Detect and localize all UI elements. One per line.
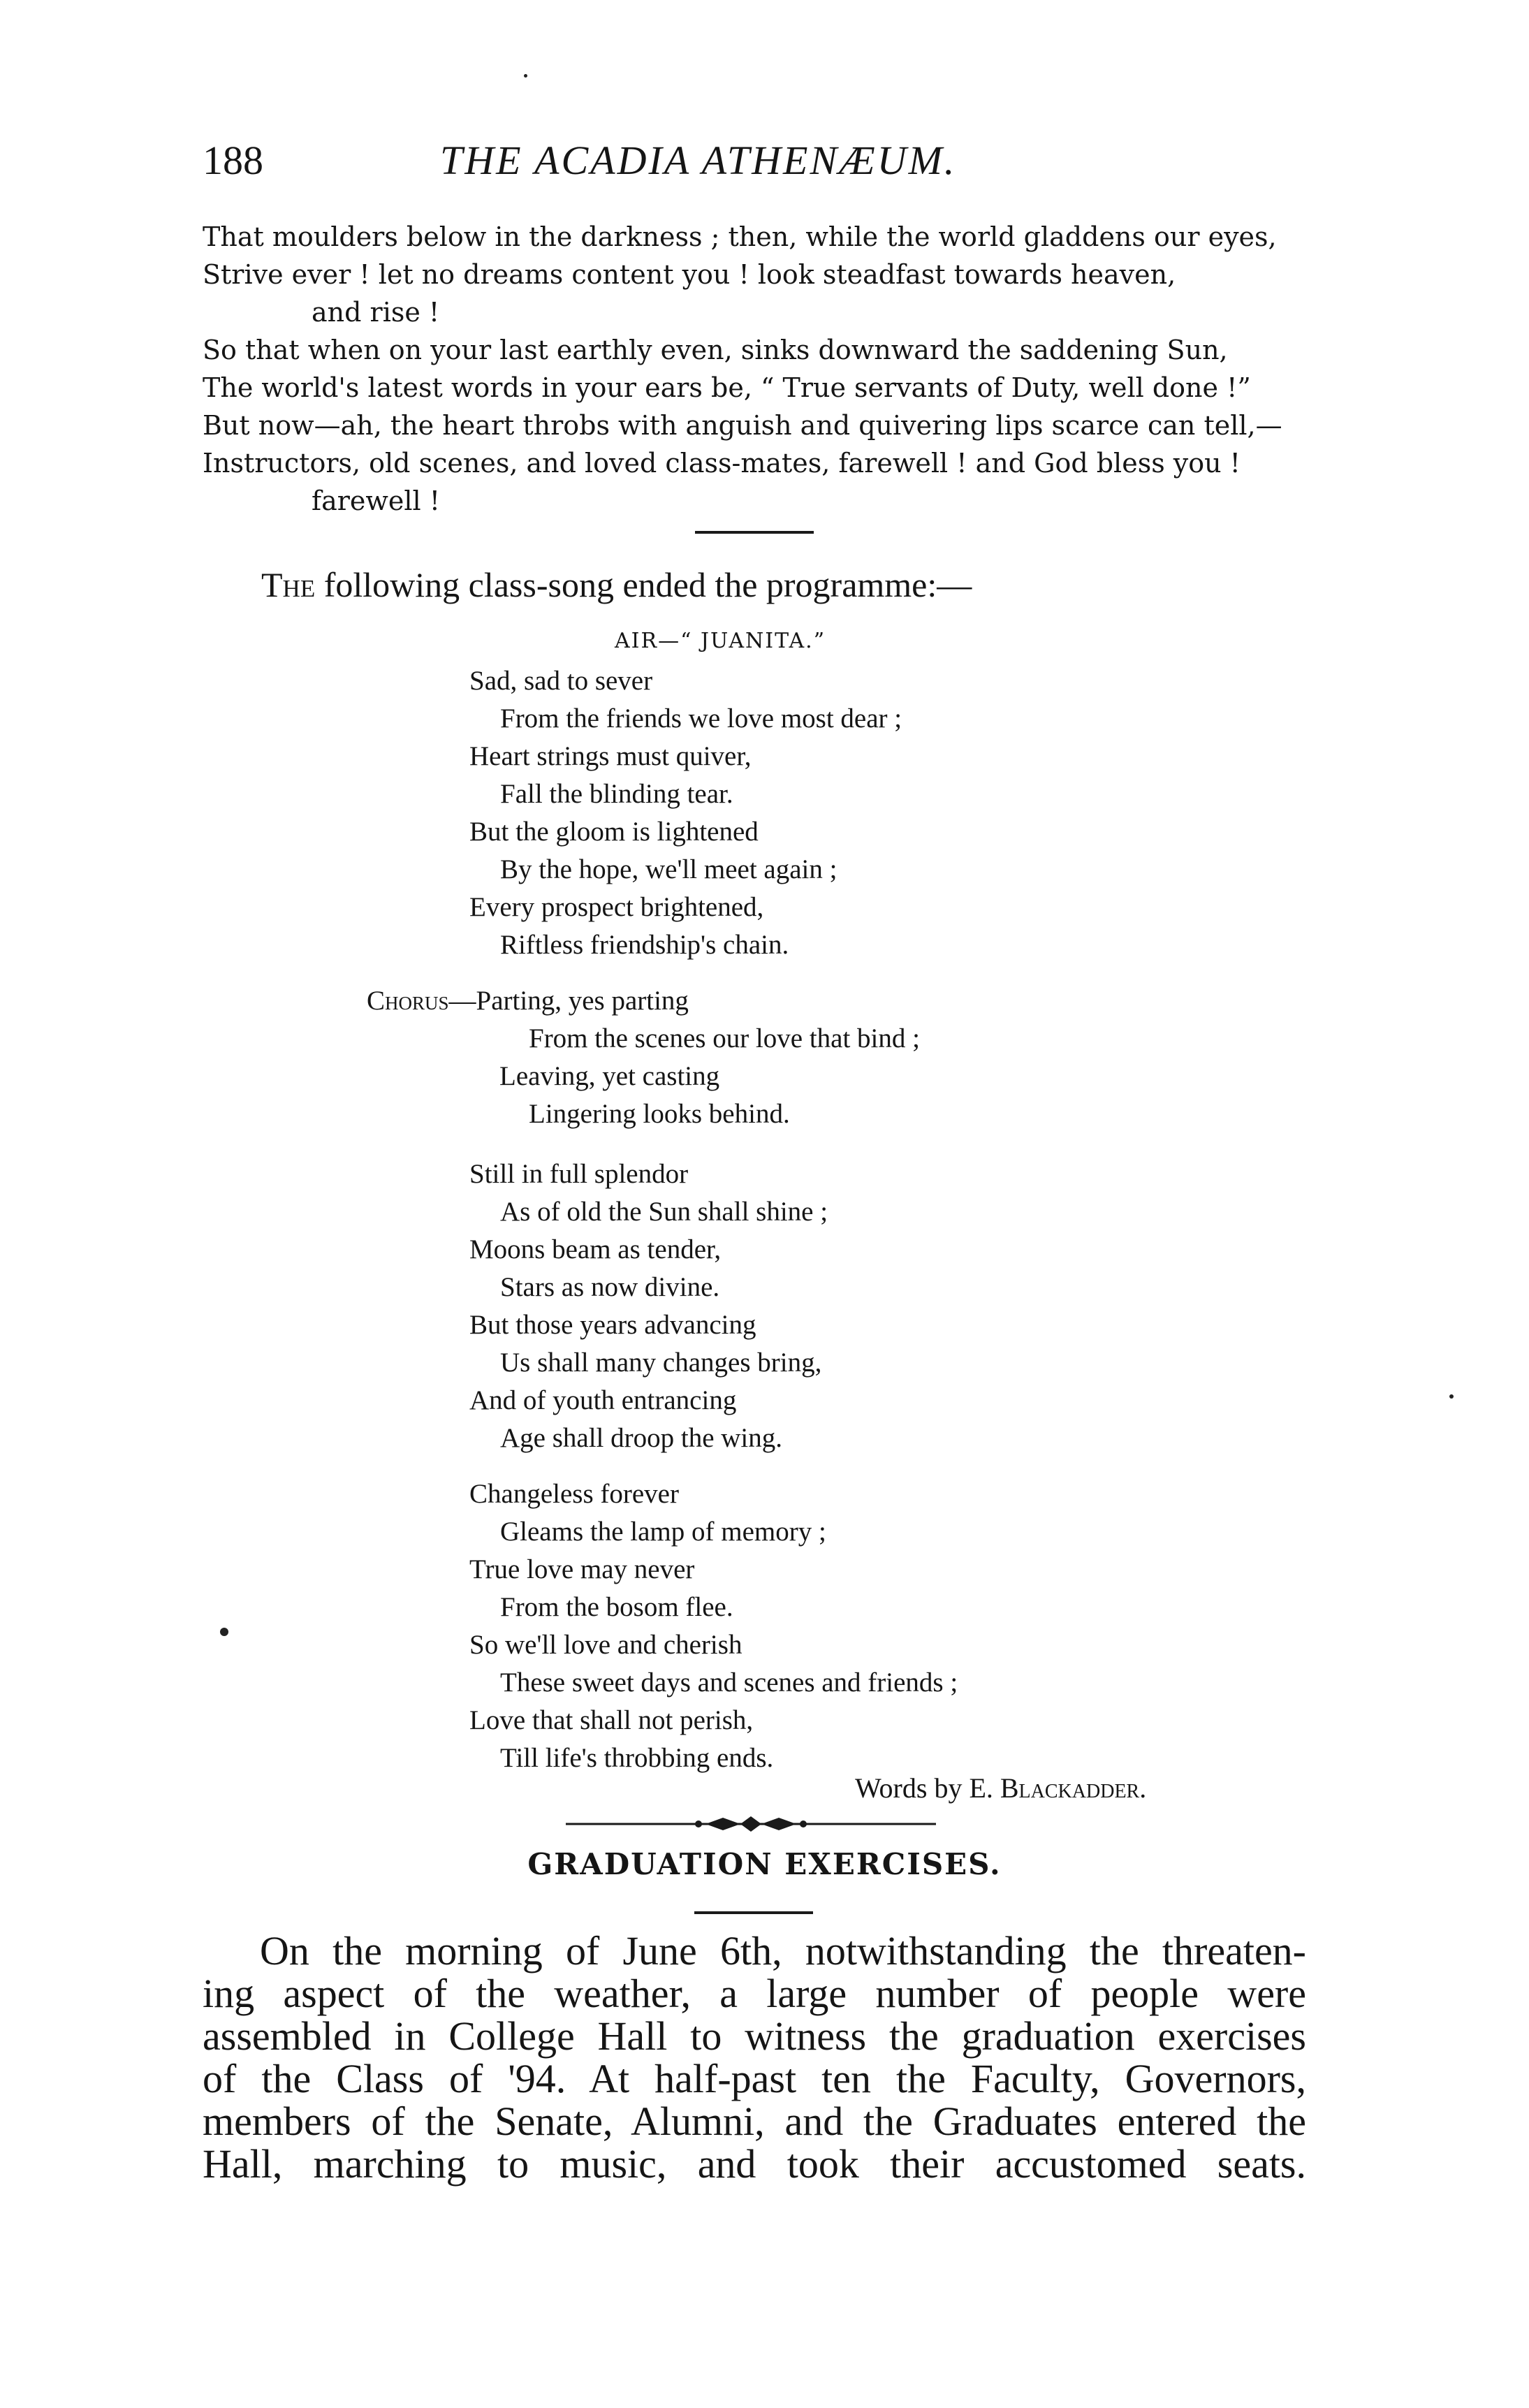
class-song-intro: [261, 564, 972, 605]
ornamental-divider-icon: [566, 1814, 936, 1834]
verse-line: Every prospect brightened,: [469, 892, 764, 922]
verse-line: Gleams the lamp of memory ;: [500, 1517, 826, 1547]
verse-line: By the hope, we'll meet again ;: [500, 854, 837, 884]
verse-line: Changeless forever: [469, 1479, 679, 1509]
section-title: GRADUATION EXERCISES.: [527, 1847, 1002, 1881]
chorus-first-line: [367, 982, 920, 1020]
verse-line: From the friends we love most dear ;: [500, 703, 902, 734]
verse-line: Lingering looks behind.: [529, 1099, 790, 1129]
verse-line: True love may never: [469, 1554, 695, 1584]
verse-line: Leaving, yet casting: [499, 1061, 720, 1091]
author-name: Blackadder.: [1000, 1772, 1147, 1804]
poem-line: The world's latest words in your ears be, “ True servants of Duty, well done !”: [203, 372, 1251, 403]
lead-text: following class-song ended the programme:—: [315, 565, 972, 604]
verse-line: These sweet days and scenes and friends ;: [500, 1668, 958, 1698]
print-speck: [524, 74, 527, 78]
body-paragraph: [203, 1929, 1306, 2185]
verse-line: Heart strings must quiver,: [469, 741, 752, 771]
poem-closing-lines: [203, 218, 1334, 520]
poem-line: But now—ah, the heart throbs with anguish and quivering lips scarce can tell,—: [203, 410, 1282, 441]
verse-line: But those years advancing: [469, 1310, 756, 1340]
verse-line: Till life's throbbing ends.: [500, 1743, 774, 1773]
verse-line: Us shall many changes bring,: [500, 1348, 822, 1378]
chorus-label: Chorus: [367, 986, 449, 1016]
journal-title: THE ACADIA ATHENÆUM.: [440, 138, 957, 183]
title-underline: [694, 1911, 813, 1914]
song-attribution: [855, 1772, 1146, 1804]
verse-line: Moons beam as tender,: [469, 1234, 722, 1264]
song-stanza-3: [469, 1475, 958, 1777]
poem-line: So that when on your last earthly even, sinks downward the saddening Sun,: [203, 335, 1228, 365]
verse-line: So we'll love and cherish: [469, 1630, 742, 1660]
verse-line: Age shall droop the wing.: [500, 1423, 783, 1453]
verse-line: Still in full splendor: [469, 1159, 689, 1189]
lead-initial: The: [261, 565, 316, 604]
verse-line: From the bosom flee.: [500, 1592, 733, 1622]
verse-line: But the gloom is lightened: [469, 817, 759, 847]
poem-line: Instructors, old scenes, and loved class-mates, farewell ! and God bless you !: [203, 448, 1241, 479]
air-label: AIR—“ JUANITA.”: [615, 629, 826, 653]
verse-line: Stars as now divine.: [500, 1272, 720, 1302]
poem-line: farewell !: [312, 486, 441, 516]
poem-line: and rise !: [312, 297, 440, 328]
verse-line: From the scenes our love that bind ;: [529, 1023, 920, 1053]
verse-line: Fall the blinding tear.: [500, 779, 733, 809]
song-stanza-1: [469, 662, 902, 964]
paragraph-line: of the Class of '94. At half-past ten the Faculty, Governors,: [203, 2056, 1306, 2101]
poem-line: Strive ever ! let no dreams content you ! look steadfast towards heaven,: [203, 259, 1176, 290]
verse-line: As of old the Sun shall shine ;: [500, 1197, 828, 1227]
verse-line: Riftless friendship's chain.: [500, 930, 789, 960]
verse-line: And of youth entrancing: [469, 1385, 737, 1415]
verse-line: —Parting, yes parting: [448, 986, 689, 1016]
print-speck: [220, 1628, 228, 1636]
song-stanza-2: [469, 1155, 828, 1457]
paragraph-line: On the morning of June 6th, notwithstanding the threaten-: [260, 1928, 1306, 1973]
section-divider: [695, 531, 814, 534]
attribution-prefix: Words by E.: [855, 1772, 1000, 1804]
song-chorus: [367, 982, 920, 1133]
verse-line: Love that shall not perish,: [469, 1705, 754, 1735]
poem-line: That moulders below in the darkness ; then, while the world gladdens our eyes,: [203, 221, 1277, 252]
paragraph-line: members of the Senate, Alumni, and the Graduates entered the: [203, 2099, 1306, 2144]
print-speck: [1449, 1394, 1454, 1399]
paragraph-line: Hall, marching to music, and took their accustomed seats.: [203, 2141, 1306, 2187]
verse-line: Sad, sad to sever: [469, 666, 653, 696]
paragraph-line: assembled in College Hall to witness the graduation exercises: [203, 2013, 1306, 2059]
page-number: 188: [203, 138, 263, 183]
paragraph-line: ing aspect of the weather, a large number of people were: [203, 1971, 1306, 2016]
